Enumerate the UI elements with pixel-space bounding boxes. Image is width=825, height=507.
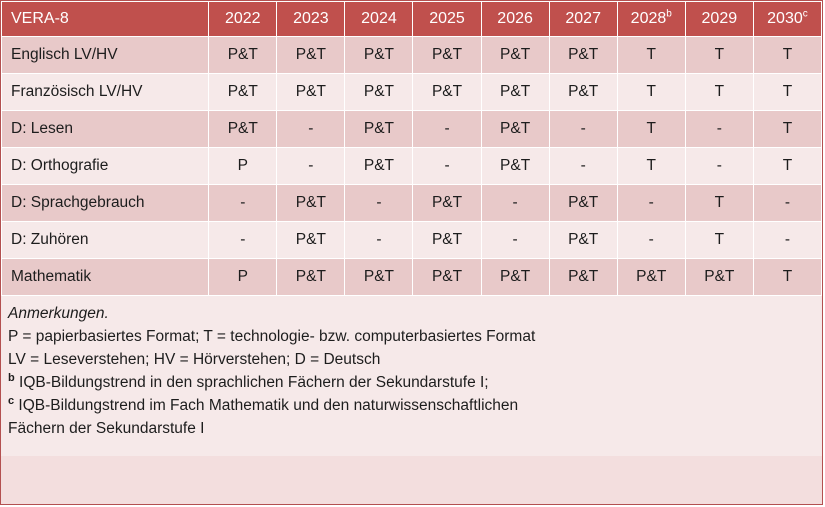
cell: - xyxy=(413,148,481,185)
cell: P&T xyxy=(209,37,277,74)
column-header-year-label: 2027 xyxy=(565,10,601,27)
cell: P xyxy=(209,259,277,296)
cell: P&T xyxy=(209,74,277,111)
cell: - xyxy=(413,111,481,148)
cell: - xyxy=(617,185,685,222)
cell: T xyxy=(753,259,821,296)
column-header-2025 xyxy=(413,2,481,37)
column-header-2023 xyxy=(277,2,345,37)
cell: P&T xyxy=(549,74,617,111)
cell: P&T xyxy=(277,37,345,74)
cell: - xyxy=(277,111,345,148)
cell: - xyxy=(753,185,821,222)
table-row xyxy=(2,259,822,296)
column-header-year-label: 2030 xyxy=(767,10,803,27)
table-row xyxy=(2,222,822,259)
cell: P&T xyxy=(549,222,617,259)
table-row xyxy=(2,74,822,111)
cell: T xyxy=(753,148,821,185)
row-label: Französisch LV/HV xyxy=(2,74,209,111)
column-header-2026 xyxy=(481,2,549,37)
note-line-footnote-c-cont: Fächern der Sekundarstufe I xyxy=(8,420,205,437)
cell: P&T xyxy=(345,37,413,74)
cell: T xyxy=(685,185,753,222)
note-line-abbrev-legend: LV = Leseverstehen; HV = Hörverstehen; D = Deutsch xyxy=(8,351,381,368)
column-header-year-label: 2028 xyxy=(630,10,667,27)
cell: - xyxy=(617,222,685,259)
cell: T xyxy=(753,111,821,148)
cell: - xyxy=(685,111,753,148)
cell: - xyxy=(345,185,413,222)
row-label: D: Sprachgebrauch xyxy=(2,185,209,222)
cell: P&T xyxy=(413,185,481,222)
cell: P&T xyxy=(209,111,277,148)
row-label: D: Orthografie xyxy=(2,148,209,185)
footnote-marker-b: b xyxy=(8,371,15,384)
vera8-schedule-table xyxy=(1,1,822,296)
cell: T xyxy=(753,37,821,74)
footnote-marker-c: c xyxy=(8,394,15,407)
cell: T xyxy=(685,37,753,74)
column-header-2030 xyxy=(753,2,821,37)
cell: P&T xyxy=(685,259,753,296)
cell: P&T xyxy=(481,37,549,74)
column-header-year-label: 2026 xyxy=(497,10,533,27)
cell: - xyxy=(481,185,549,222)
column-header-2024 xyxy=(345,2,413,37)
cell: P&T xyxy=(413,222,481,259)
note-line-footnote-c xyxy=(8,394,822,417)
cell: P&T xyxy=(413,37,481,74)
table-notes xyxy=(1,296,822,456)
notes-heading: Anmerkungen. xyxy=(8,305,109,322)
cell: P&T xyxy=(277,185,345,222)
column-header-year-label: 2022 xyxy=(224,10,261,27)
table-row xyxy=(2,37,822,74)
cell: T xyxy=(753,74,821,111)
row-label: Mathematik xyxy=(2,259,209,296)
table-corner-label: VERA-8 xyxy=(2,2,209,37)
table-header xyxy=(2,2,822,37)
note-line-footnote-b xyxy=(8,371,822,394)
cell: P&T xyxy=(345,259,413,296)
row-label: Englisch LV/HV xyxy=(2,37,209,74)
footnote-c-text: IQB-Bildungstrend im Fach Mathematik und den naturwissenschaftlichen xyxy=(14,397,519,414)
cell: - xyxy=(549,148,617,185)
cell: T xyxy=(617,148,685,185)
cell: P&T xyxy=(277,259,345,296)
cell: T xyxy=(685,222,753,259)
column-header-2028 xyxy=(617,2,685,37)
column-header-year-label: 2023 xyxy=(293,10,329,27)
column-header-2029 xyxy=(685,2,753,37)
column-header-2027 xyxy=(549,2,617,37)
cell: T xyxy=(617,74,685,111)
cell: P&T xyxy=(345,148,413,185)
column-header-superscript: b xyxy=(666,8,672,20)
column-header-year-label: 2024 xyxy=(361,10,397,27)
footnote-b-text: IQB-Bildungstrend in den sprachlichen Fächern der Sekundarstufe I; xyxy=(14,374,489,391)
cell: P xyxy=(209,148,277,185)
cell: P&T xyxy=(549,37,617,74)
table-row xyxy=(2,111,822,148)
cell: T xyxy=(685,74,753,111)
cell: T xyxy=(617,111,685,148)
cell: P&T xyxy=(413,259,481,296)
note-line-format-legend: P = papierbasiertes Format; T = technologie- bzw. computerbasiertes Format xyxy=(8,328,536,345)
cell: P&T xyxy=(481,74,549,111)
cell: P&T xyxy=(481,148,549,185)
cell: - xyxy=(481,222,549,259)
cell: P&T xyxy=(617,259,685,296)
table-body xyxy=(2,37,822,296)
column-header-superscript: c xyxy=(802,8,808,20)
column-header-year-label: 2025 xyxy=(429,10,465,27)
row-label: D: Zuhören xyxy=(2,222,209,259)
column-header-year-label: 2029 xyxy=(701,10,738,27)
cell: - xyxy=(685,148,753,185)
cell: - xyxy=(753,222,821,259)
cell: P&T xyxy=(277,74,345,111)
cell: P&T xyxy=(549,185,617,222)
cell: - xyxy=(549,111,617,148)
table-row xyxy=(2,148,822,185)
cell: - xyxy=(209,185,277,222)
table-row xyxy=(2,185,822,222)
row-label: D: Lesen xyxy=(2,111,209,148)
column-header-2022 xyxy=(209,2,277,37)
header-row xyxy=(2,2,822,37)
cell: P&T xyxy=(413,74,481,111)
cell: T xyxy=(617,37,685,74)
cell: - xyxy=(345,222,413,259)
cell: - xyxy=(209,222,277,259)
cell: P&T xyxy=(345,111,413,148)
cell: P&T xyxy=(481,111,549,148)
cell: P&T xyxy=(549,259,617,296)
cell: - xyxy=(277,148,345,185)
cell: P&T xyxy=(481,259,549,296)
cell: P&T xyxy=(277,222,345,259)
cell: P&T xyxy=(345,74,413,111)
